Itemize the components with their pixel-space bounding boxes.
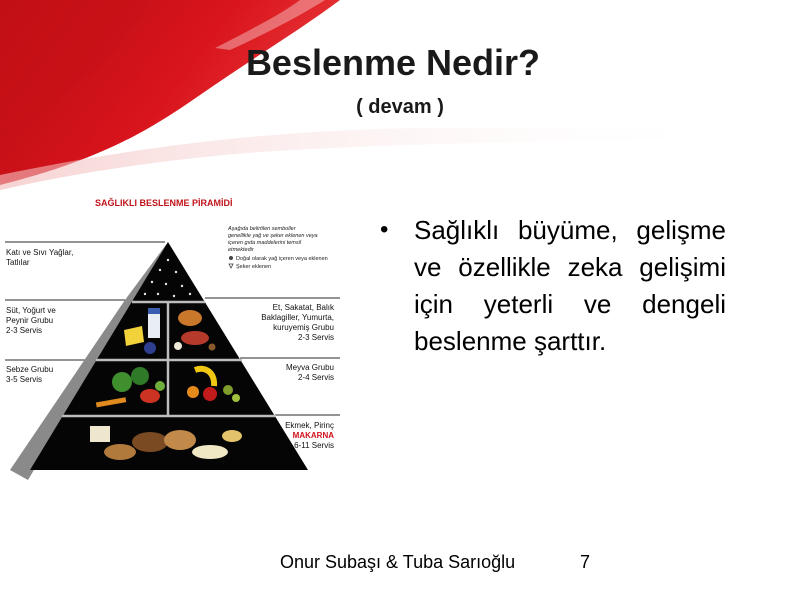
label-bread-3: 6-11 Servis: [294, 441, 334, 450]
bullet-list: [380, 212, 726, 360]
label-veg-2: 3-5 Servis: [6, 375, 43, 384]
label-fats-1: Katı ve Sıvı Yağlar,: [6, 248, 74, 257]
label-bread-1: Ekmek, Pirinç: [285, 421, 334, 430]
pyramid-heading: SAĞLIKLI BESLENME PİRAMİDİ: [95, 198, 233, 208]
slide-title: Beslenme Nedir?: [245, 42, 541, 83]
label-veg-1: Sebze Grubu: [6, 365, 54, 374]
label-fruit-1: Meyva Grubu: [285, 363, 334, 372]
legend-sugar: Şeker eklenen: [236, 264, 272, 270]
label-bread-2: MAKARNA: [292, 431, 334, 440]
legend-line-1: Aşağıda belirtilen semboller: [228, 226, 296, 232]
legend-line-3: içeren gıda maddelerini temsil: [228, 240, 302, 246]
label-milk-1: Süt, Yoğurt ve: [6, 306, 56, 315]
slide-subtitle: ( devam ): [356, 96, 444, 118]
bullet-text: Sağlıklı büyüme, gelişme ve özellikle zeka gelişimi için yeterli ve dengeli beslenme şarttır.: [414, 215, 726, 356]
legend-fat: Doğal olarak yağ içeren veya eklenen: [236, 256, 328, 262]
fat-symbol-icon: [229, 256, 233, 260]
slide-number: 7: [580, 552, 591, 572]
label-meat-3: kuruyemiş Grubu: [273, 323, 334, 332]
label-fats-2: Tatlılar: [6, 258, 30, 267]
legend-line-2: genellikle yağ ve şeker eklenen veya: [228, 233, 318, 239]
label-meat-4: 2-3 Servis: [297, 333, 334, 342]
label-milk-3: 2-3 Servis: [6, 326, 43, 335]
label-meat-1: Et, Sakatat, Balık: [272, 303, 334, 312]
food-pyramid-figure: [0, 190, 340, 480]
bullet-dot-icon: •: [380, 216, 389, 243]
footer-authors: Onur Subaşı & Tuba Sarıoğlu: [280, 552, 516, 572]
label-fruit-2: 2-4 Servis: [297, 373, 334, 382]
label-meat-2: Baklagiller, Yumurta,: [261, 313, 334, 322]
legend-line-4: etmektedir: [228, 247, 254, 253]
label-milk-2: Peynir Grubu: [6, 316, 54, 325]
